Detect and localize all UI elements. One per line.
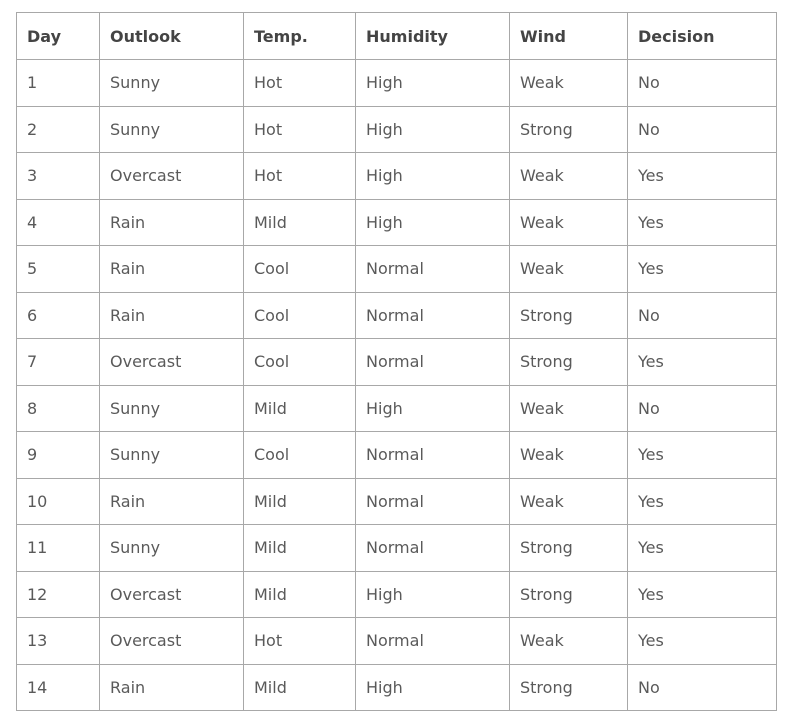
cell-day: 1 [17,60,100,107]
table-container [16,12,776,711]
cell-humidity: High [356,106,510,153]
cell-outlook: Rain [100,199,244,246]
cell-wind: Weak [510,385,628,432]
cell-wind: Weak [510,478,628,525]
cell-day: 9 [17,432,100,479]
header-decision: Decision [628,13,777,60]
cell-outlook: Overcast [100,153,244,200]
cell-outlook: Sunny [100,60,244,107]
cell-temp: Mild [244,664,356,711]
cell-temp: Cool [244,292,356,339]
table-row [17,199,777,246]
cell-wind: Strong [510,339,628,386]
cell-wind: Weak [510,60,628,107]
cell-decision: No [628,292,777,339]
cell-decision: Yes [628,525,777,572]
cell-temp: Cool [244,246,356,293]
cell-wind: Weak [510,618,628,665]
cell-day: 5 [17,246,100,293]
cell-outlook: Rain [100,292,244,339]
cell-humidity: High [356,60,510,107]
header-day: Day [17,13,100,60]
header-outlook: Outlook [100,13,244,60]
cell-humidity: Normal [356,432,510,479]
cell-decision: Yes [628,339,777,386]
cell-outlook: Rain [100,246,244,293]
cell-outlook: Sunny [100,106,244,153]
cell-wind: Strong [510,664,628,711]
cell-decision: Yes [628,432,777,479]
cell-humidity: Normal [356,478,510,525]
cell-day: 2 [17,106,100,153]
cell-outlook: Overcast [100,571,244,618]
cell-temp: Cool [244,339,356,386]
cell-humidity: Normal [356,292,510,339]
cell-humidity: High [356,199,510,246]
cell-wind: Weak [510,246,628,293]
cell-decision: Yes [628,618,777,665]
cell-humidity: Normal [356,246,510,293]
table-row [17,618,777,665]
cell-day: 8 [17,385,100,432]
cell-decision: No [628,664,777,711]
cell-decision: No [628,385,777,432]
cell-humidity: High [356,664,510,711]
cell-wind: Weak [510,153,628,200]
cell-outlook: Rain [100,664,244,711]
cell-day: 6 [17,292,100,339]
cell-outlook: Overcast [100,339,244,386]
cell-temp: Mild [244,478,356,525]
table-row [17,664,777,711]
cell-temp: Hot [244,106,356,153]
table-row [17,106,777,153]
cell-temp: Hot [244,618,356,665]
cell-decision: Yes [628,571,777,618]
cell-day: 7 [17,339,100,386]
cell-day: 14 [17,664,100,711]
table-row [17,339,777,386]
cell-outlook: Rain [100,478,244,525]
cell-wind: Strong [510,292,628,339]
cell-wind: Weak [510,199,628,246]
table-row [17,60,777,107]
table-row [17,571,777,618]
cell-day: 10 [17,478,100,525]
cell-wind: Strong [510,571,628,618]
cell-humidity: High [356,153,510,200]
header-wind: Wind [510,13,628,60]
cell-decision: Yes [628,199,777,246]
cell-humidity: Normal [356,339,510,386]
table-row [17,153,777,200]
cell-outlook: Sunny [100,525,244,572]
header-temp: Temp. [244,13,356,60]
cell-temp: Mild [244,199,356,246]
table-row [17,432,777,479]
cell-decision: No [628,106,777,153]
cell-wind: Strong [510,525,628,572]
weather-decision-table [16,12,777,711]
cell-day: 11 [17,525,100,572]
table-row [17,525,777,572]
cell-wind: Strong [510,106,628,153]
table-row [17,385,777,432]
cell-day: 13 [17,618,100,665]
cell-decision: Yes [628,478,777,525]
cell-humidity: Normal [356,618,510,665]
cell-temp: Mild [244,525,356,572]
table-row [17,246,777,293]
cell-decision: Yes [628,153,777,200]
table-body [17,60,777,711]
cell-temp: Cool [244,432,356,479]
table-row [17,292,777,339]
cell-outlook: Sunny [100,432,244,479]
cell-decision: No [628,60,777,107]
cell-temp: Mild [244,385,356,432]
table-header [17,13,777,60]
table-row [17,478,777,525]
cell-day: 4 [17,199,100,246]
header-humidity: Humidity [356,13,510,60]
cell-temp: Hot [244,153,356,200]
cell-outlook: Overcast [100,618,244,665]
header-row [17,13,777,60]
cell-temp: Mild [244,571,356,618]
cell-humidity: Normal [356,525,510,572]
cell-day: 12 [17,571,100,618]
cell-wind: Weak [510,432,628,479]
cell-day: 3 [17,153,100,200]
cell-outlook: Sunny [100,385,244,432]
cell-humidity: High [356,571,510,618]
cell-humidity: High [356,385,510,432]
cell-decision: Yes [628,246,777,293]
cell-temp: Hot [244,60,356,107]
